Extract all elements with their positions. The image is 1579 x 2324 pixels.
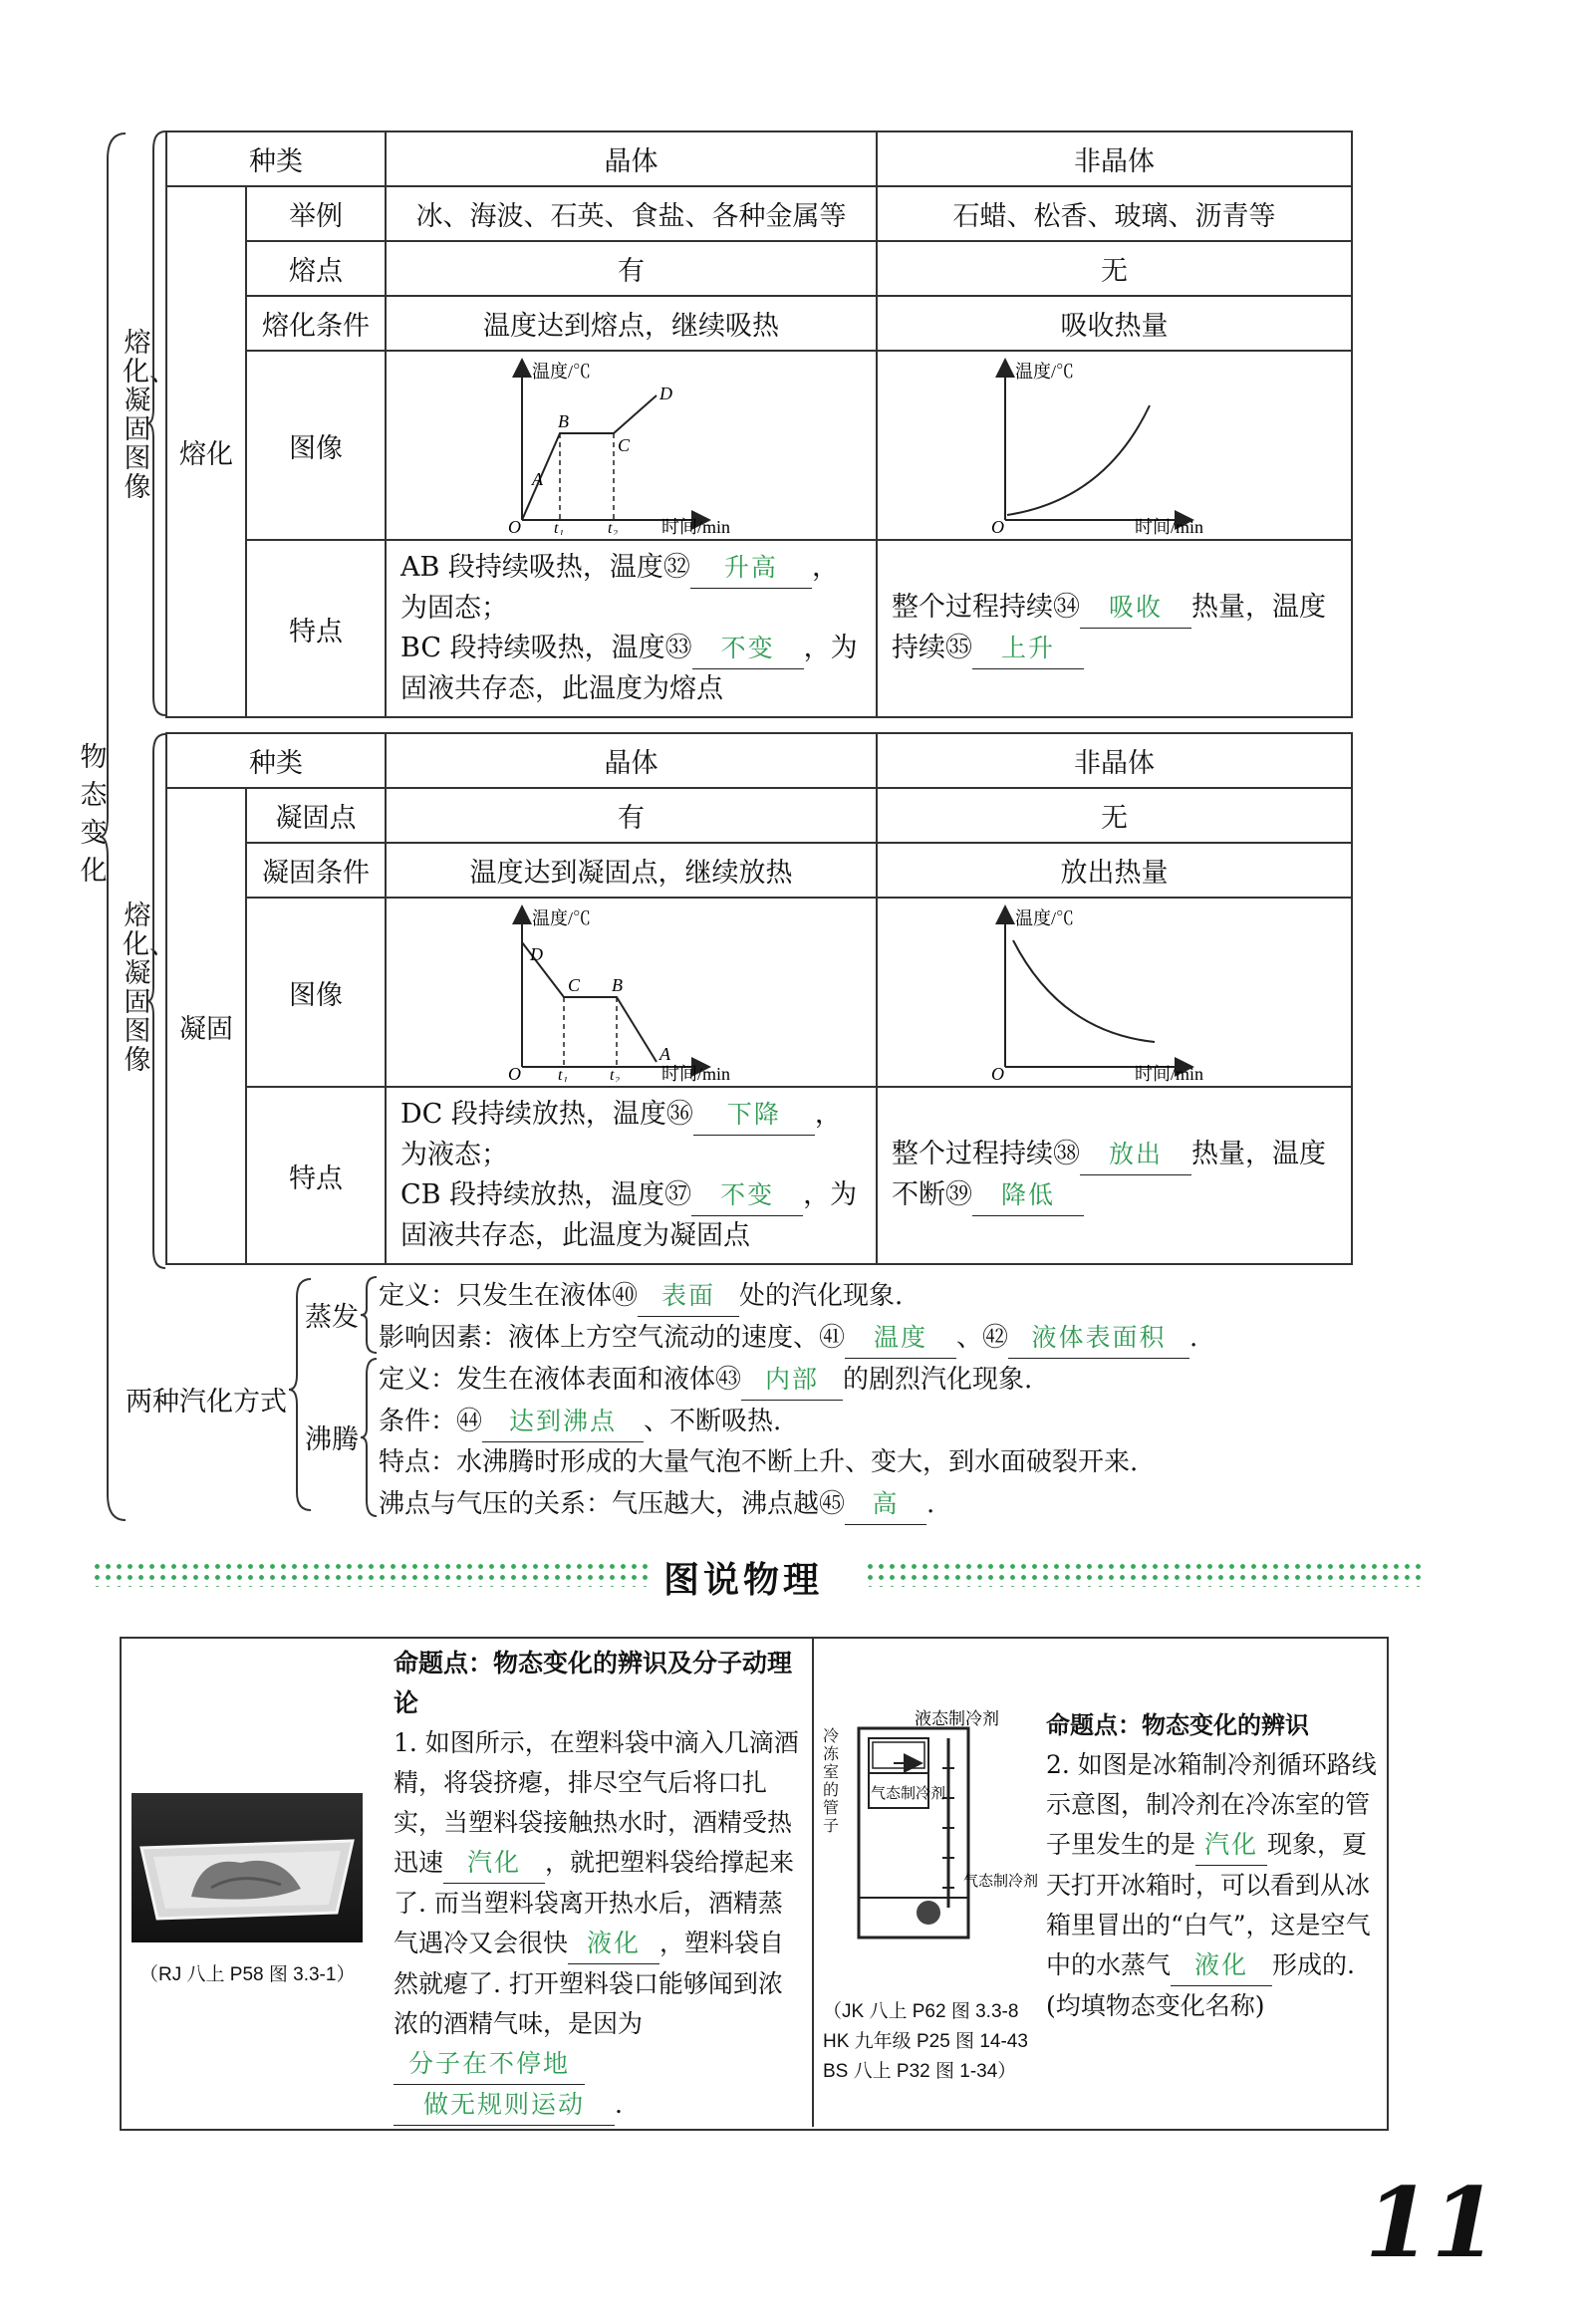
- tick-t1: t₁: [553, 520, 564, 535]
- answer-blank: 液化: [1171, 1945, 1272, 1986]
- answer-blank: 上升: [972, 629, 1084, 669]
- point-a: A: [658, 1044, 670, 1064]
- bottom-table-brace: [147, 732, 167, 1270]
- melting-table: [165, 130, 1353, 718]
- header-crystal: 晶体: [386, 733, 877, 788]
- answer-blank: 汽化: [443, 1843, 545, 1884]
- origin-label: O: [507, 1064, 521, 1082]
- label-gas-refrigerant-inner: 气态制冷剂: [871, 1785, 946, 1802]
- panel1-text-part: ，塑料袋自然就瘪了. 打开塑料袋口能够闻到浓浓的酒精气味，是因为: [394, 1929, 785, 2038]
- row-label-freezing-point: 凝固点: [246, 788, 386, 843]
- melt-graph-label-top: 熔化、凝固图像: [123, 328, 176, 503]
- answer-blank: 汽化: [1195, 1825, 1267, 1866]
- caption-line: （JK 八上 P62 图 3.3-8: [823, 2001, 1019, 2022]
- panel2-text: [1046, 1705, 1377, 2026]
- amorphous-melting-point: 无: [877, 241, 1352, 296]
- amorphous-melt-graph-cell: [877, 351, 1352, 540]
- crystal-solid-feature: [386, 1087, 877, 1264]
- y-axis-label: 温度/℃: [531, 362, 591, 382]
- tick-t1: t₁: [557, 1067, 568, 1082]
- feature-text: ，为固液共存态，此温度为熔点: [400, 633, 858, 704]
- crystal-melt-feature: [386, 540, 877, 717]
- header-kind: 种类: [166, 131, 386, 186]
- y-axis-label: 温度/℃: [1014, 362, 1074, 382]
- header-kind: 种类: [166, 733, 386, 788]
- tick-t2: t₂: [607, 520, 618, 535]
- panel1-text: [394, 1644, 804, 2126]
- feature-text: BC 段持续吸热，温度㉝: [400, 633, 692, 663]
- header-crystal: 晶体: [386, 131, 877, 186]
- crystal-solid-condition: 温度达到凝固点，继续放热: [386, 843, 877, 898]
- feature-text: DC 段持续放热，温度㊱: [400, 1099, 693, 1130]
- evaporation-factors: 影响因素：液体上方空气流动的速度、㊶ 温度 、㊷ 液体表面积 .: [379, 1317, 1197, 1359]
- fridge-refrigerant-diagram: [819, 1708, 1048, 1987]
- answer-blank: 做无规则运动: [394, 2085, 615, 2126]
- point-b: B: [611, 975, 623, 995]
- point-c: C: [617, 435, 630, 455]
- point-b: B: [557, 411, 569, 431]
- top-table-brace: [147, 129, 167, 717]
- boiling-feature: 特点：水沸腾时形成的大量气泡不断上升、变大，到水面破裂开来.: [379, 1447, 1139, 1477]
- panel2-caption: [823, 1997, 1028, 2087]
- amorphous-example: 石蜡、松香、玻璃、沥青等: [877, 186, 1352, 241]
- answer-blank: 温度: [845, 1317, 956, 1359]
- panel2-title: 命题点：物态变化的辨识: [1046, 1711, 1309, 1739]
- origin-label: O: [990, 1064, 1004, 1082]
- melt-graph-label-bottom: 熔化、凝固图像: [123, 901, 176, 1076]
- feature-text: AB 段持续吸热，温度㉜: [400, 552, 690, 583]
- point-d: D: [658, 384, 672, 403]
- amorphous-solidification-graph: [985, 903, 1244, 1082]
- point-d: D: [529, 944, 543, 964]
- boiling-label: 沸腾: [305, 1424, 359, 1455]
- feature-text: ，为固液共存态，此温度为凝固点: [400, 1179, 858, 1251]
- evaporation-brace: [361, 1275, 379, 1355]
- header-amorphous: 非晶体: [877, 131, 1352, 186]
- title-dots-left: [92, 1561, 650, 1587]
- label-gas-refrigerant-outer: 气态制冷剂: [963, 1873, 1039, 1890]
- amorphous-solid-condition: 放出热量: [877, 843, 1352, 898]
- point-c: C: [567, 975, 580, 995]
- answer-blank: 降低: [972, 1175, 1084, 1216]
- answer-blank: 吸收: [1080, 588, 1191, 629]
- amorphous-melting-graph: [985, 356, 1244, 535]
- two-vaporization-label: 两种汽化方式: [126, 1387, 287, 1418]
- panel1-text-part: 1. 如图所示，在塑料袋中滴入几滴酒精，将袋挤瘪，排尽空气后将口扎实，当塑料袋接触热水时，酒精受热迅速: [394, 1728, 799, 1877]
- row-label-graph: 图像: [246, 898, 386, 1087]
- crystal-freezing-point: 有: [386, 788, 877, 843]
- answer-blank: 下降: [693, 1095, 815, 1136]
- amorphous-freezing-point: 无: [877, 788, 1352, 843]
- state-change-label: 物态变化: [80, 742, 108, 887]
- crystal-melting-graph: [502, 356, 761, 535]
- x-axis-label: 时间/min: [660, 1064, 730, 1082]
- group-melting: 熔化: [166, 186, 246, 717]
- answer-blank: 高: [845, 1483, 926, 1525]
- answer-blank: 放出: [1080, 1135, 1191, 1175]
- boiling-pressure-relation: 沸点与气压的关系：气压越大，沸点越㊺ 高 .: [379, 1483, 1197, 1525]
- panel1-text-part: .: [615, 2090, 623, 2119]
- solidification-table: [165, 732, 1353, 1265]
- label-liquid-refrigerant: 液态制冷剂: [915, 1709, 999, 1728]
- title-dots-right: [865, 1561, 1423, 1587]
- amorphous-melt-feature: [877, 540, 1352, 717]
- feature-text: CB 段持续放热，温度㊲: [400, 1179, 692, 1210]
- answer-blank: 不变: [691, 1175, 803, 1216]
- row-label-feature: 特点: [246, 1087, 386, 1264]
- section-title: 图说物理: [663, 1560, 824, 1601]
- boiling-condition: 条件：㊹ 达到沸点 、不断吸热.: [379, 1401, 1197, 1442]
- panel1-caption: （RJ 八上 P58 图 3.3-1）: [139, 1964, 356, 1985]
- group-solidification: 凝固: [166, 788, 246, 1264]
- row-label-solid-condition: 凝固条件: [246, 843, 386, 898]
- panel2-text-part: 形成的. (均填物态变化名称): [1046, 1950, 1355, 2020]
- point-a: A: [531, 469, 543, 489]
- evaporation-label: 蒸发: [305, 1302, 359, 1333]
- answer-blank: 液化: [568, 1924, 659, 1964]
- boiling-definition: 定义：发生在液体表面和液体㊸ 内部 的剧烈汽化现象.: [379, 1359, 1197, 1401]
- row-label-graph: 图像: [246, 351, 386, 540]
- answer-blank: 分子在不停地: [394, 2044, 585, 2085]
- x-axis-label: 时间/min: [1134, 517, 1203, 535]
- feature-text: 热量，温度不断㊴: [892, 1139, 1326, 1210]
- caption-line: HK 九年级 P25 图 14-43: [823, 2031, 1028, 2052]
- panel2-text-part: 现象，夏天打开冰箱时，可以看到从冰箱里冒出的“白气”，这是空气中的水蒸气: [1046, 1830, 1371, 1979]
- amorphous-solid-feature: [877, 1087, 1352, 1264]
- feature-text: ，为液态；: [400, 1099, 842, 1170]
- panel1-title: 命题点：物态变化的辨识及分子动理论: [394, 1649, 793, 1717]
- tick-t2: t₂: [609, 1067, 620, 1082]
- caption-line: BS 八上 P32 图 1-34）: [823, 2061, 1017, 2082]
- evaporation-definition: 定义：只发生在液体㊵ 表面 处的汽化现象.: [379, 1275, 1197, 1317]
- feature-text: ，为固态；: [400, 552, 839, 624]
- answer-blank: 升高: [690, 548, 812, 589]
- answer-blank: 不变: [692, 629, 804, 669]
- amorphous-solid-graph-cell: [877, 898, 1352, 1087]
- panel1-text-part: ，就把塑料袋给撑起来了. 而当塑料袋离开热水后，酒精蒸气遇冷又会很快: [394, 1848, 795, 1957]
- answer-blank: 表面: [638, 1275, 739, 1317]
- vaporization-lines: [379, 1275, 1197, 1525]
- x-axis-label: 时间/min: [660, 517, 730, 535]
- amorphous-condition: 吸收热量: [877, 296, 1352, 351]
- x-axis-label: 时间/min: [1134, 1064, 1203, 1082]
- row-label-feature: 特点: [246, 540, 386, 717]
- panel2-text-part: 2. 如图是冰箱制冷剂循环路线示意图，制冷剂在冷冻室的管子里发生的是: [1046, 1750, 1377, 1859]
- row-label-example: 举例: [246, 186, 386, 241]
- crystal-condition: 温度达到熔点，继续吸热: [386, 296, 877, 351]
- crystal-solid-graph-cell: [386, 898, 877, 1087]
- answer-blank: 内部: [741, 1359, 843, 1401]
- y-axis-label: 温度/℃: [531, 908, 591, 928]
- feature-text: 整个过程持续㉞: [892, 592, 1080, 623]
- row-label-melting-point: 熔点: [246, 241, 386, 296]
- boiling-brace: [361, 1357, 379, 1518]
- crystal-solidification-graph: [502, 903, 761, 1082]
- panel-divider: [812, 1639, 814, 2127]
- crystal-melt-graph-cell: [386, 351, 877, 540]
- page-number: 11: [1365, 2167, 1498, 2279]
- answer-blank: 达到沸点: [482, 1401, 644, 1442]
- answer-blank: 液体表面积: [1008, 1317, 1189, 1359]
- crystal-example: 冰、海波、石英、食盐、各种金属等: [386, 186, 877, 241]
- feature-text: 热量，温度持续㉟: [892, 592, 1326, 663]
- header-amorphous: 非晶体: [877, 733, 1352, 788]
- y-axis-label: 温度/℃: [1014, 908, 1074, 928]
- label-freezer-tube: 冷冻室的管子: [823, 1728, 840, 1835]
- origin-label: O: [990, 517, 1004, 535]
- row-label-condition: 熔化条件: [246, 296, 386, 351]
- feature-text: 整个过程持续㊳: [892, 1139, 1080, 1169]
- origin-label: O: [507, 517, 521, 535]
- plastic-bag-photo: [132, 1793, 363, 1942]
- crystal-melting-point: 有: [386, 241, 877, 296]
